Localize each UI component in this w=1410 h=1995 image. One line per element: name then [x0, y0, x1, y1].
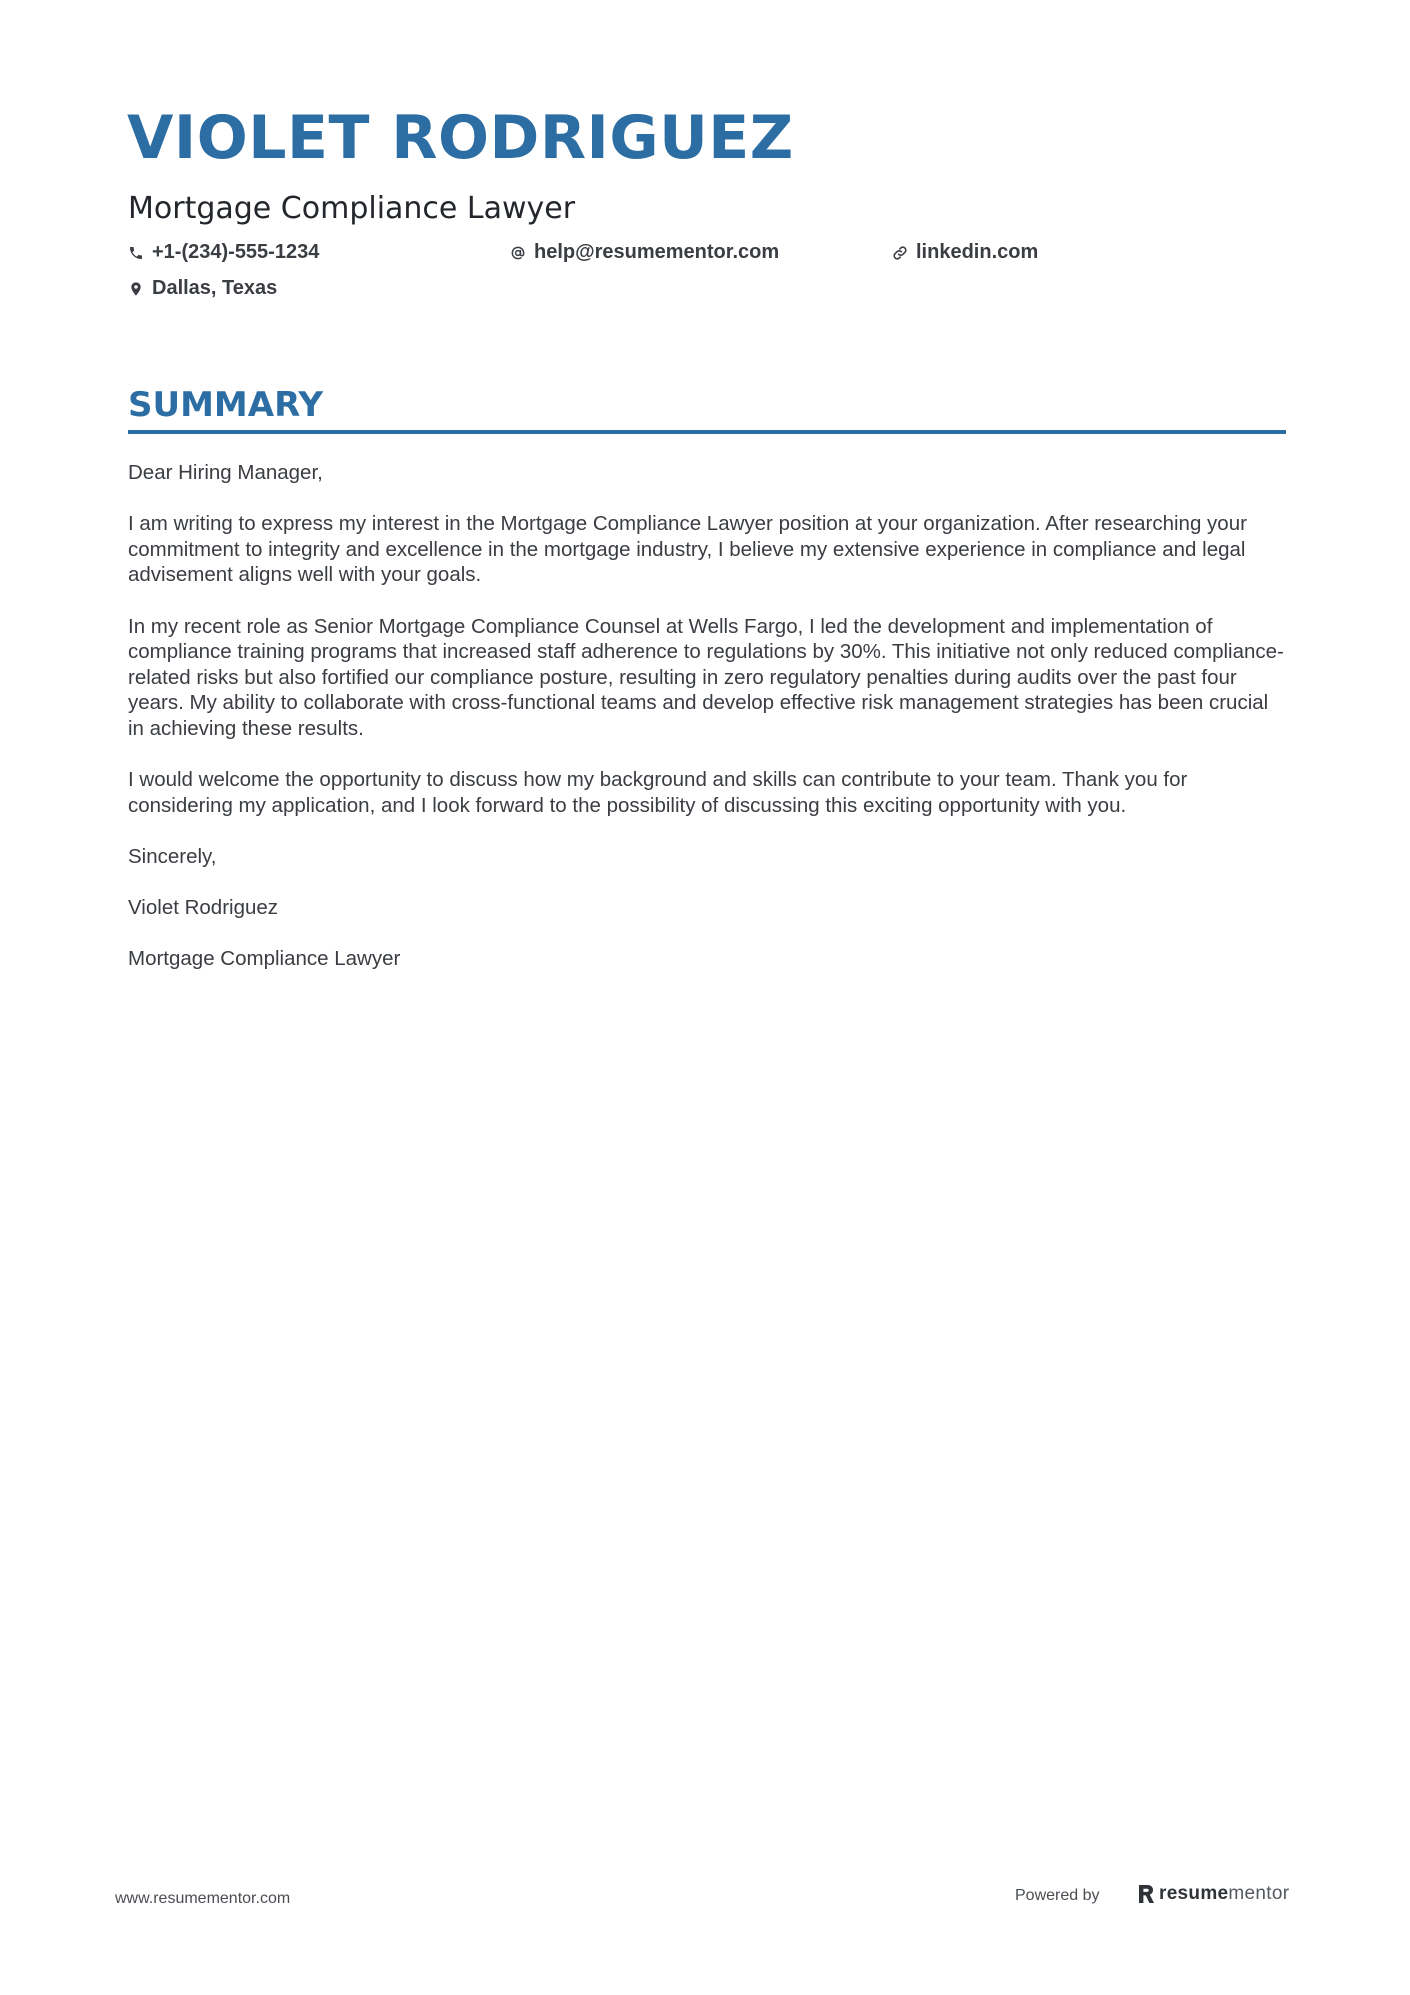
brand-text-resume: resume: [1159, 1883, 1229, 1904]
section-divider: [128, 430, 1286, 434]
cover-letter-body: [128, 460, 1288, 997]
location-text: Dallas, Texas: [152, 277, 278, 299]
phone-icon: [128, 245, 144, 261]
contact-location: [128, 277, 277, 300]
brand-logo[interactable]: [1138, 1883, 1289, 1905]
contact-website: [892, 241, 1038, 264]
brand-text-mentor: mentor: [1228, 1883, 1290, 1904]
letter-paragraph: I would welcome the opportunity to discuss how my background and skills can contribute to your team. Thank you for considering my application, and I look forward to the possibility of discussing this exciting opportunity with you.: [128, 768, 1188, 817]
email-text[interactable]: help@resumementor.com: [534, 241, 780, 263]
job-title: Mortgage Compliance Lawyer: [128, 191, 576, 226]
contact-email: [510, 241, 779, 264]
signature-name: Violet Rodriguez: [128, 896, 279, 920]
contact-phone: [128, 241, 319, 264]
map-pin-icon: [128, 281, 144, 297]
letter-paragraph: In my recent role as Senior Mortgage Compliance Counsel at Wells Fargo, I led the development and implementation of compliance training programs that increased staff adherence to regulations by 30%. This initiative not only reduced compliance-related risks but also fortified our compliance posture, resulting in zero regulatory penalties during audits over the past four years. My ability to collaborate with cross-functional teams and develop effective risk management strategies has been crucial in achieving these results.: [128, 614, 1284, 740]
at-icon: [510, 245, 526, 261]
section-title-summary: SUMMARY: [128, 385, 324, 425]
powered-by-label: Powered by: [1015, 1887, 1100, 1904]
letter-paragraph: I am writing to express my interest in the Mortgage Compliance Lawyer position at your organization. After researching your commitment to integrity and excellence in the mortgage industry, I believe my extensive experience in compliance and legal advisement aligns well with your goals.: [128, 512, 1247, 587]
footer-website-url[interactable]: www.resumementor.com: [115, 1890, 291, 1907]
letter-greeting: Dear Hiring Manager,: [128, 461, 323, 484]
resumementor-logo-icon: [1138, 1884, 1155, 1904]
phone-text: +1-(234)-555-1234: [152, 241, 320, 263]
signature-title: Mortgage Compliance Lawyer: [128, 947, 401, 971]
candidate-name: VIOLET RODRIGUEZ: [127, 103, 794, 173]
website-text[interactable]: linkedin.com: [916, 241, 1039, 263]
link-icon: [892, 245, 908, 261]
letter-closing: Sincerely,: [128, 844, 217, 868]
